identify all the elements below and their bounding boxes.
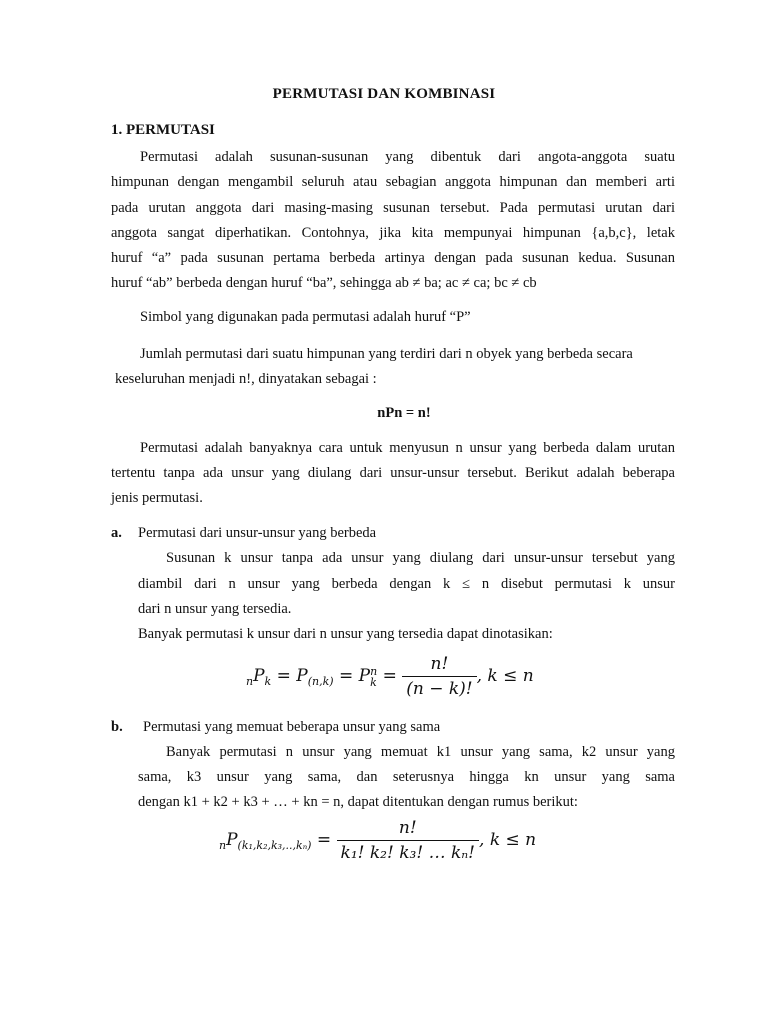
formula-a-P: P [253,666,265,686]
para1-line-1: Permutasi adalah susunan-susunan yang dibentuk dari angota-anggota suatu [140,149,675,165]
item-b-label: b. [111,719,123,735]
count-line-1: Jumlah permutasi dari suatu himpunan yang terdiri dari n obyek yang berbeda secara [140,346,633,362]
item-a-notation-line: Banyak permutasi k unsur dari n unsur yang tersedia dapat dinotasikan: [138,626,553,642]
item-a-line-1: Susunan k unsur tanpa ada unsur yang diulang dari unsur-unsur tersebut yang [166,550,675,566]
main-formula: nPn = n! [377,405,431,421]
para2-line-1: Permutasi adalah banyaknya cara untuk menyusun n unsur yang berbeda dalam urutan [140,440,675,456]
formula-b-P: P [226,830,238,850]
formula-b-eq: = [316,830,332,850]
section-heading-permutasi: 1. PERMUTASI [111,122,215,138]
formula-a-eq2: = P [338,666,371,686]
formula-a-numerator: n! [402,654,476,677]
count-line-2: keseluruhan menjadi n!, dinyatakan sebagai : [115,371,377,387]
formula-a-fraction [402,654,476,699]
page-title: PERMUTASI DAN KOMBINASI [272,86,496,102]
formula-a-eq1: = P [276,666,308,686]
item-a-line-2: diambil dari n unsur yang berbeda dengan k ≤ n disebut permutasi k unsur [138,576,675,592]
para1-line-4: anggota sangat diperhatikan. Contohnya, jika kita mempunyai himpunan {a,b,c}, letak [111,225,675,241]
formula-a-sub-k: k [264,675,272,688]
item-b-line-3: dengan k1 + k2 + k3 + … + kn = n, dapat ditentukan dengan rumus berikut: [138,794,578,810]
item-b-line-2: sama, k3 unsur yang sama, dan seterusnya hingga kn unsur yang sama [138,769,675,785]
para1-line-2: himpunan dengan mengambil seluruh atau sebagian anggota himpunan dan memberi arti [111,174,675,190]
formula-a-eq2-sub: k [370,675,377,689]
formula-b-tail: , k ≤ n [479,830,537,850]
item-a-line-3: dari n unsur yang tersedia. [138,601,292,617]
permutation-formula-b [219,818,536,863]
para2-line-3: jenis permutasi. [111,490,203,506]
item-b-heading: Permutasi yang memuat beberapa unsur yang sama [143,719,441,735]
para1-line-5: huruf “a” pada susunan pertama berbeda artinya dengan pada susunan kedua. Susunan [111,250,675,266]
item-a-heading: Permutasi dari unsur-unsur yang berbeda [138,525,377,541]
formula-b-sub: (k₁,k₂,k₃,..,kₙ) [237,839,312,852]
formula-a-eq1-sub: (n,k) [307,675,334,688]
formula-a-prefix: n [246,675,254,688]
formula-b-prefix: n [219,839,227,852]
formula-a-eq2-sup: n [370,664,378,678]
item-a-label: a. [111,525,122,541]
permutation-formula-a [246,654,534,699]
para1-line-3: pada urutan anggota dari masing-masing susunan tersebut. Pada permutasi urutan dari [111,200,675,216]
formula-a-denominator: (n − k)! [406,679,473,699]
formula-b-fraction [337,818,479,863]
formula-a-tail: , k ≤ n [476,666,534,686]
formula-b-denominator: k₁! k₂! k₃! … kₙ! [340,843,476,863]
symbol-line: Simbol yang digunakan pada permutasi adalah huruf “P” [140,309,471,325]
item-b-line-1: Banyak permutasi n unsur yang memuat k1 unsur yang sama, k2 unsur yang [166,744,675,760]
para1-line-6: huruf “ab” berbeda dengan huruf “ba”, sehingga ab ≠ ba; ac ≠ ca; bc ≠ cb [111,275,537,291]
formula-b-numerator: n! [337,818,479,841]
para2-line-2: tertentu tanpa ada unsur yang diulang dari unsur-unsur tersebut. Berikut adalah beberapa [111,465,675,481]
formula-a-eq3: = [382,666,397,686]
